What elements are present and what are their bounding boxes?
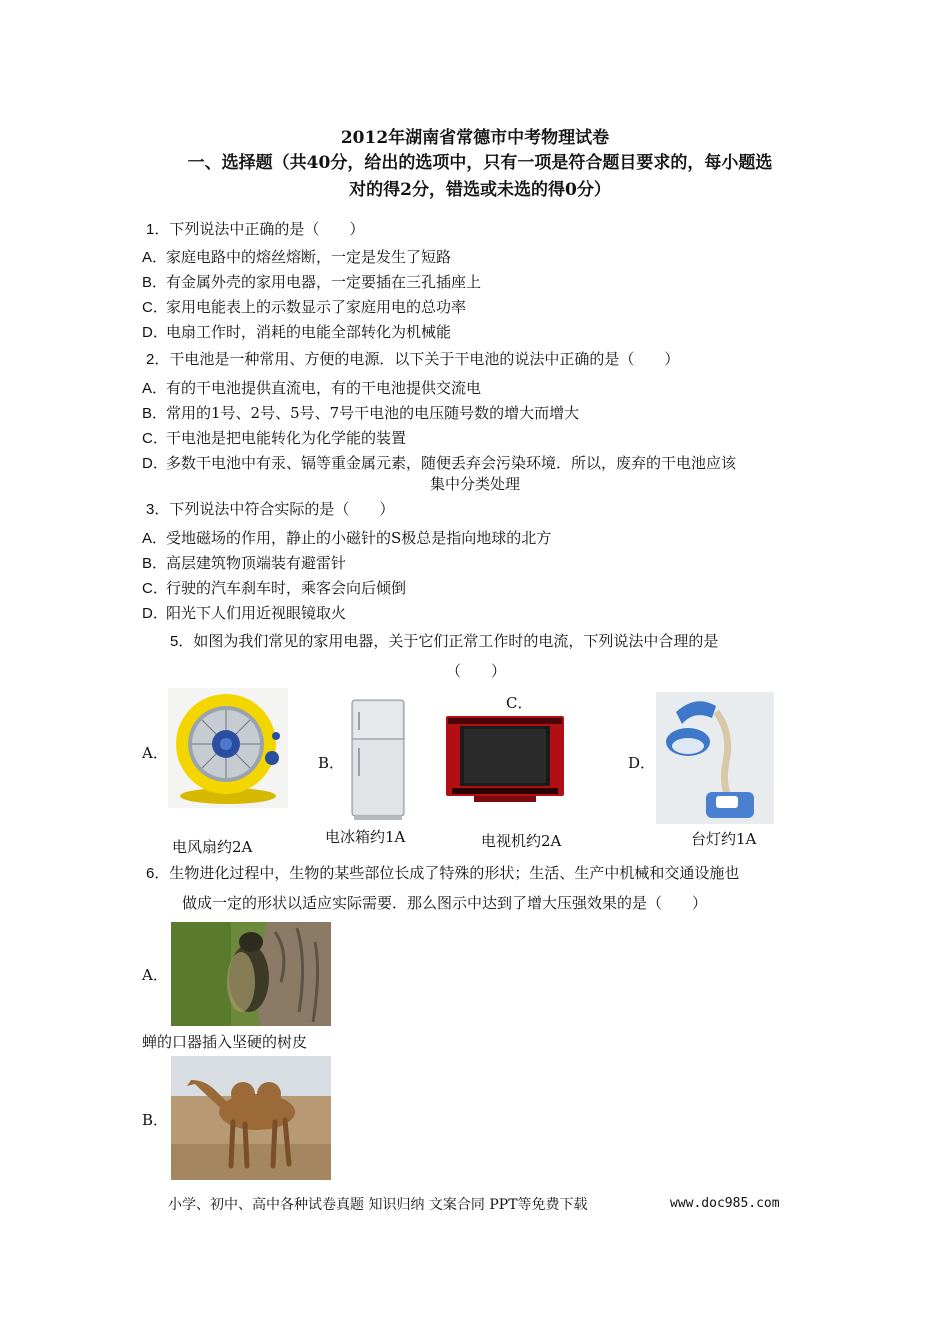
desk-lamp-caption: 台灯约1A — [691, 830, 757, 848]
q5-option-c-letter: C． — [506, 694, 533, 712]
q5-option-b-letter: B． — [318, 754, 345, 772]
question-3 — [146, 498, 394, 521]
tv-caption: 电视机约2A — [481, 832, 562, 850]
camel-image — [171, 1056, 331, 1180]
q2-option-c: C．干电池是把电能转化为化学能的装置 — [142, 429, 407, 447]
q5-option-d-letter: D． — [628, 754, 656, 772]
question-stem: 下列说法中符合实际的是（ ） — [169, 500, 395, 518]
question-number: 3． — [146, 501, 170, 518]
q1-option-d: D．电扇工作时，消耗的电能全部转化为机械能 — [142, 323, 452, 341]
tv-image — [444, 714, 566, 806]
question-number: 5． — [170, 633, 194, 650]
fridge-caption: 电冰箱约1A — [325, 828, 406, 846]
q1-option-c: C．家用电能表上的示数显示了家庭用电的总功率 — [142, 298, 467, 316]
question-6-stem-line2: 做成一定的形状以适应实际需要．那么图示中达到了增大压强效果的是（ ） — [182, 894, 708, 912]
q1-option-a: A．家庭电路中的熔丝熔断，一定是发生了短路 — [142, 248, 452, 266]
question-2 — [146, 348, 679, 371]
fan-caption: 电风扇约2A — [172, 838, 253, 856]
q2-option-d-continuation: 集中分类处理 — [429, 475, 520, 493]
question-stem: 干电池是一种常用、方便的电源．以下关于干电池的说法中正确的是（ ） — [169, 350, 680, 368]
q3-option-d: D．阳光下人们用近视眼镜取火 — [142, 604, 347, 622]
page-title: 2012年湖南省常德市中考物理试卷 — [340, 128, 610, 148]
question-5-paren: （ ） — [446, 662, 507, 680]
cicada-image — [171, 922, 331, 1026]
fridge-image — [346, 698, 410, 822]
cicada-caption: 蝉的口器插入坚硬的树皮 — [142, 1033, 308, 1051]
question-number: 1． — [146, 221, 170, 238]
q6-option-a-letter: A． — [142, 966, 168, 984]
q2-option-b: B．常用的1号、2号、5号、7号干电池的电压随号数的增大而增大 — [142, 404, 580, 422]
desk-lamp-image — [656, 692, 774, 824]
q3-option-c: C．行驶的汽车刹车时，乘客会向后倾倒 — [142, 579, 407, 597]
q3-option-a: A．受地磁场的作用，静止的小磁针的S极总是指向地球的北方 — [142, 529, 552, 547]
q2-option-a: A．有的干电池提供直流电，有的干电池提供交流电 — [142, 379, 482, 397]
question-1 — [146, 218, 364, 241]
question-stem: 下列说法中正确的是（ ） — [169, 220, 365, 238]
question-stem-line1: 生物进化过程中，生物的某些部位长成了特殊的形状；生活、生产中机械和交通设施也 — [169, 864, 740, 882]
footer-text: 小学、初中、高中各种试卷真题 知识归纳 文案合同 PPT等免费下载 — [168, 1197, 588, 1213]
question-stem: 如图为我们常见的家用电器，关于它们正常工作时的电流，下列说法中合理的是 — [193, 632, 719, 650]
question-number: 6． — [146, 865, 170, 882]
fan-image — [168, 688, 288, 808]
question-6 — [146, 862, 739, 885]
q6-option-b-letter: B． — [142, 1111, 169, 1129]
q3-option-b: B．高层建筑物顶端装有避雷针 — [142, 554, 347, 572]
q1-option-b: B．有金属外壳的家用电器，一定要插在三孔插座上 — [142, 273, 482, 291]
section-heading-line1: 一、选择题（共40分，给出的选项中，只有一项是符合题目要求的，每小题选 — [187, 153, 773, 173]
question-number: 2． — [146, 351, 170, 368]
section-heading-line2: 对的得2分，错选或未选的得0分） — [349, 180, 611, 200]
q5-option-a-letter: A． — [142, 744, 168, 762]
footer-url[interactable]: www.doc985.com — [670, 1196, 780, 1211]
question-5 — [170, 630, 718, 653]
q2-option-d: D．多数干电池中有汞、镉等重金属元素，随便丢弃会污染环境．所以，废弃的干电池应该 — [142, 454, 737, 472]
